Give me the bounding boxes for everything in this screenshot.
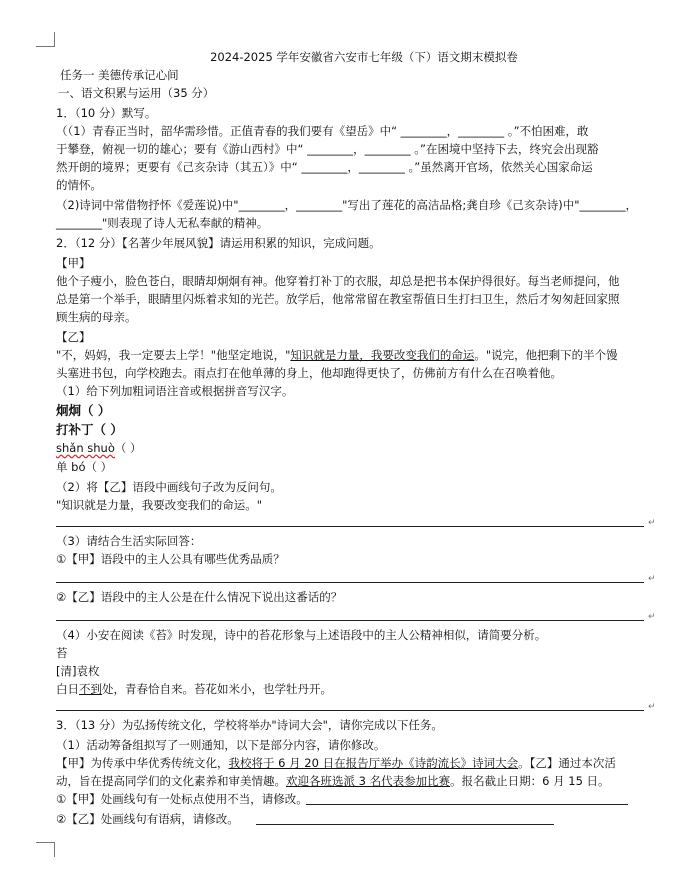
word-item-2: 打补丁（ ） (56, 422, 123, 437)
return-mark-icon: ↵ (648, 518, 656, 528)
q1-part1-line3: 然开朗的境界；更要有《己亥杂诗（其五）》中“ ________，________ 。”虽然离开官场，依然关心国家命运 (56, 160, 593, 174)
q3-part1-b: ②【乙】处画线句有语病，请修改。 (56, 812, 239, 826)
q3-heading: 3．（13 分）为弘扬传统文化，学校将举办"诗词大会"，请你完成以下任务。 (56, 718, 443, 732)
notice-underlined-1: 我校将于 6 月 20 日在报告厅举办《诗韵流长》诗词大会 (228, 756, 519, 770)
notice-text-a: 【甲】为传承中华优秀传统文化， (56, 756, 229, 770)
q2-part3-a: ①【甲】语段中的主人公具有哪些优秀品质？ (56, 552, 285, 566)
q3-part1-a: ①【甲】处画线句有一处标点使用不当，请修改。 (56, 792, 308, 806)
exam-title: 2024-2025 学年安徽省六安市七年级（下）语文期末模拟卷 (210, 50, 518, 64)
poem-underlined: 不到 (79, 682, 102, 696)
q1-part2-line2: ________"则表现了诗人无私奉献的精神。 (56, 216, 269, 230)
passage-yi-text-b: 。"说完，他把剩下的半个馒 (474, 348, 618, 362)
q1-heading: 1．（10 分）默写。 (56, 106, 157, 120)
pinyin-shanshuo: shǎn shuò (56, 441, 115, 455)
passage-jia-label: 【甲】 (56, 256, 91, 270)
return-mark-icon: ↵ (648, 702, 656, 712)
notice-text-b: 。【乙】通过本次活 (518, 756, 616, 770)
crop-mark-bottom-left (36, 842, 55, 857)
passage-yi-text-a: "不，妈妈，我一定要去上学！"他坚定地说，" (56, 348, 291, 362)
answer-line[interactable] (56, 526, 644, 527)
answer-line[interactable] (306, 804, 628, 805)
word-item-3-blank: （ ） (114, 441, 142, 455)
notice-text-c: 动，旨在提高同学们的文化素养和审美情趣。 (56, 774, 286, 788)
passage-yi-label: 【乙】 (56, 330, 91, 344)
q1-part2-line1: （2)诗词中常借物抒怀《爱莲说)中"________，________"写出了莲花的高洁品格;龚自珍《己亥杂诗)中"________， (56, 198, 638, 212)
answer-line[interactable] (56, 620, 644, 621)
poem-text-a: 白日 (56, 682, 79, 696)
word-item-3 (56, 441, 142, 456)
q2-part1: （1）给下列加粗词语注音或根据拼音写汉字。 (56, 384, 294, 398)
q2-part2: （2）将【乙】语段中画线句子改为反问句。 (56, 480, 282, 494)
q2-heading: 2．（12 分）【名著少年展风貌】请运用积累的知识，完成问题。 (56, 236, 381, 250)
notice-line2 (56, 774, 610, 789)
section-heading: 一、语文积累与运用（35 分） (58, 86, 215, 100)
q3-part1: （1）活动筹备组拟写了一则通知，以下是部分内容，请你修改。 (56, 738, 386, 752)
return-mark-icon: ↵ (648, 612, 656, 622)
q1-part1-line1: （（1）青春正当时，韶华需珍惜。正值青春的我们要有《望岳》中“ ________，________ 。”不怕困难，敢 (56, 124, 589, 138)
word-item-1: 炯炯（ ） (56, 403, 111, 418)
q1-part1-line2: 于攀登，俯视一切的雄心；要有《游山西村》中“ ________，________ 。”在困境中坚持下去，终究会出现豁 (56, 142, 599, 156)
poem-title: 苔 (56, 646, 68, 660)
passage-yi-line1 (56, 348, 618, 363)
notice-line1 (56, 756, 616, 771)
q2-part3-b: ②【乙】语段中的主人公是在什么情况下说出这番话的？ (56, 590, 343, 604)
poem-text (56, 682, 332, 697)
underlined-sentence: 知识就是力量，我要改变我们的命运 (290, 348, 475, 362)
crop-mark-top-left (36, 32, 55, 47)
task-heading: 任务一 美德传承记心间 (60, 68, 179, 82)
notice-text-d: 。报名截止日期：6 月 15 日。 (450, 774, 610, 788)
passage-yi-line2: 头塞进书包，向学校跑去。雨点打在他单薄的身上，他却跑得更快了，仿佛前方有什么在召唤着他。 (56, 366, 562, 380)
q1-part1-line4: 的情怀。 (56, 178, 102, 192)
answer-line[interactable] (56, 710, 644, 711)
notice-underlined-2: 欢迎各班选派 3 名代表参加比赛 (286, 774, 451, 788)
answer-line[interactable] (256, 824, 554, 825)
answer-line[interactable] (56, 582, 644, 583)
return-mark-icon: ↵ (648, 574, 656, 584)
word-item-4: 单 bó（ ） (56, 460, 113, 474)
q2-part2-sentence: "知识就是力量，我要改变我们的命运。" (56, 498, 263, 512)
q2-part4: （4）小安在阅读《苔》时发现，诗中的苔花形象与上述语段中的主人公精神相似，请简要分析。 (56, 628, 547, 642)
passage-jia-line2: 总是第一个举手，眼睛里闪烁着求知的光芒。放学后，他常常留在教室帮值日生打扫卫生，然后才匆匆赶回家照 (56, 292, 620, 306)
q2-part3: （3）请结合生活实际回答： (56, 534, 202, 548)
poem-author: [清]袁枚 (56, 664, 100, 678)
poem-text-b: 处，青春恰自来。苔花如米小，也学牡丹开。 (102, 682, 332, 696)
passage-jia-line3: 顾生病的母亲。 (56, 310, 137, 324)
passage-jia-line1: 他个子瘦小，脸色苍白，眼睛却炯炯有神。他穿着打补丁的衣服，却总是把书本保护得很好。每当老师提问，他 (56, 274, 620, 288)
